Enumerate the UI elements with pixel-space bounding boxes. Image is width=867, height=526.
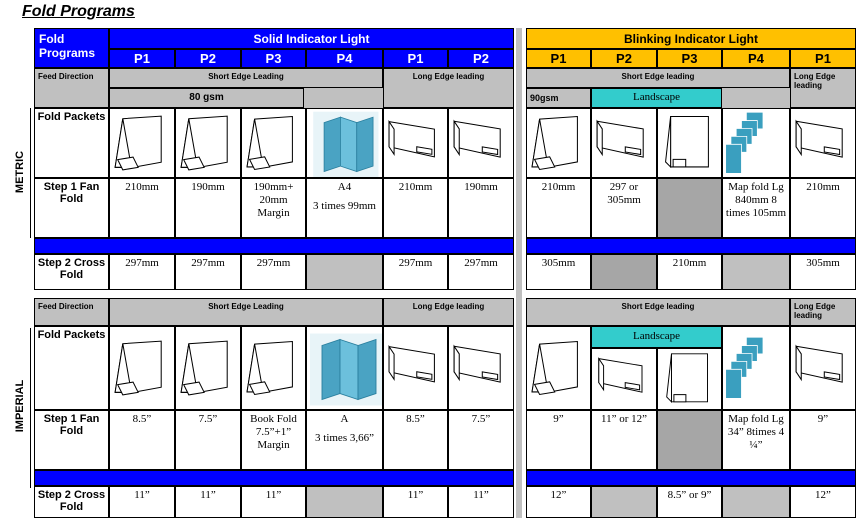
metric-step1-times: 3 times 99mm — [313, 200, 376, 212]
step2-label: Step 2 Cross Fold — [34, 486, 109, 518]
long-edge-label-blink: Long Edge leading — [790, 68, 856, 108]
gsm80-label: 80 gsm — [109, 88, 304, 108]
metric-step1-value: 210mm — [790, 178, 856, 238]
imperial-step1-value: 11” or 12” — [591, 410, 657, 470]
tent-icon — [526, 108, 591, 178]
imperial-step2-value: 11” — [241, 486, 306, 518]
empty-cell — [306, 486, 383, 518]
tent-icon — [241, 326, 306, 410]
fold-packets-label: Fold Packets — [34, 108, 109, 178]
imperial-step1-value: Book Fold 7.5”+1” Margin — [241, 410, 306, 470]
long-edge-label: Long Edge leading — [383, 298, 514, 326]
imperial-step2-value: 8.5” or 9” — [657, 486, 722, 518]
empty-cell — [306, 254, 383, 290]
landscape-label: Landscape — [591, 326, 722, 348]
tent-icon — [241, 108, 306, 178]
metric-step2-value: 297mm — [448, 254, 514, 290]
blue-band — [526, 470, 856, 486]
solid-indicator-header: Solid Indicator Light — [109, 28, 514, 49]
single-icon — [657, 108, 722, 178]
imperial-step2-value: 12” — [526, 486, 591, 518]
zfold-icon — [306, 108, 383, 178]
metric-divider — [30, 108, 31, 238]
metric-step1-value: 190mm — [175, 178, 241, 238]
empty-cell — [722, 486, 790, 518]
imperial-step2-value: 11” — [109, 486, 175, 518]
imperial-step1-times: 3 times 3,66” — [315, 432, 374, 444]
short-edge-label-blink: Short Edge leading — [526, 68, 790, 88]
program-p1: P1 — [383, 49, 448, 68]
gray-fill — [304, 88, 383, 108]
metric-step2-value: 297mm — [241, 254, 306, 290]
program-p2: P2 — [175, 49, 241, 68]
column-separator — [516, 28, 522, 518]
flat-icon — [448, 326, 514, 410]
program-p1: P1 — [109, 49, 175, 68]
imperial-step2-value: 11” — [175, 486, 241, 518]
single-icon — [657, 348, 722, 410]
imperial-step1-value: Map fold Lg 34” 8times 4 ¼” — [722, 410, 790, 470]
metric-step1-value: 190mm+ 20mm Margin — [241, 178, 306, 238]
step1-label: Step 1 Fan Fold — [34, 178, 109, 238]
metric-step2-value: 297mm — [109, 254, 175, 290]
mapfold-icon — [722, 108, 790, 178]
fold-packets-label: Fold Packets — [34, 326, 109, 410]
imperial-step2-value: 11” — [383, 486, 448, 518]
imperial-step1-value: 9” — [526, 410, 591, 470]
metric-step1-a4: A4 — [337, 181, 352, 193]
blink-program-p1: P1 — [526, 49, 591, 68]
metric-step1-value: Map fold Lg 840mm 8 times 105mm — [722, 178, 790, 238]
tent-icon — [175, 108, 241, 178]
imperial-step1-value: 8.5” — [109, 410, 175, 470]
empty-cell — [591, 254, 657, 290]
imperial-step1-value: 8.5” — [383, 410, 448, 470]
landscape-label: Landscape — [591, 88, 722, 108]
short-edge-label: Short Edge Leading — [109, 298, 383, 326]
gsm90-label: 90gsm — [526, 88, 591, 108]
long-edge-label: Long Edge leading — [383, 68, 514, 108]
blink-program-p1: P1 — [790, 49, 856, 68]
program-p3: P3 — [241, 49, 306, 68]
short-edge-label-blink: Short Edge leading — [526, 298, 790, 326]
flat-icon — [591, 348, 657, 410]
flat-icon — [448, 108, 514, 178]
page-title: Fold Programs — [22, 3, 135, 20]
blink-program-p2: P2 — [591, 49, 657, 68]
metric-step1-value — [306, 178, 383, 238]
long-edge-label-blink: Long Edge leading — [790, 298, 856, 326]
flat-icon — [591, 108, 657, 178]
imperial-step1-value — [306, 410, 383, 470]
tent-icon — [109, 108, 175, 178]
metric-label: METRIC — [14, 150, 26, 194]
imperial-step1-value: 9” — [790, 410, 856, 470]
blink-program-p4: P4 — [722, 49, 790, 68]
program-p2: P2 — [448, 49, 514, 68]
metric-step1-value: 297 or 305mm — [591, 178, 657, 238]
step2-label: Step 2 Cross Fold — [34, 254, 109, 290]
tent-icon — [109, 326, 175, 410]
program-p4: P4 — [306, 49, 383, 68]
step1-label: Step 1 Fan Fold — [34, 410, 109, 470]
imperial-divider — [30, 328, 31, 488]
metric-step1-value: 190mm — [448, 178, 514, 238]
gray-fill — [722, 88, 790, 108]
flat-icon — [383, 108, 448, 178]
tent-icon — [175, 326, 241, 410]
mapfold-icon — [722, 326, 790, 410]
imperial-step1-value: 7.5” — [175, 410, 241, 470]
imperial-step2-value: 12” — [790, 486, 856, 518]
fold-programs-header: Fold Programs — [34, 28, 109, 68]
flat-icon — [790, 108, 856, 178]
metric-step2-value: 305mm — [790, 254, 856, 290]
empty-cell — [722, 254, 790, 290]
imperial-label: IMPERIAL — [14, 379, 26, 433]
metric-step2-value: 305mm — [526, 254, 591, 290]
flat-icon — [383, 326, 448, 410]
imperial-step2-value: 11” — [448, 486, 514, 518]
metric-step2-value: 297mm — [383, 254, 448, 290]
blue-band — [526, 238, 856, 254]
feed-direction-label: Feed Direction — [34, 298, 109, 326]
empty-cell — [657, 410, 722, 470]
empty-cell — [657, 178, 722, 238]
metric-step2-value: 297mm — [175, 254, 241, 290]
blue-band — [34, 470, 514, 486]
empty-cell — [591, 486, 657, 518]
feed-direction-label: Feed Direction — [34, 68, 109, 108]
blink-program-p3: P3 — [657, 49, 722, 68]
metric-step1-value: 210mm — [109, 178, 175, 238]
metric-step1-value: 210mm — [383, 178, 448, 238]
imperial-step1-a: A — [340, 413, 349, 425]
tent-icon — [526, 326, 591, 410]
imperial-step1-value: 7.5” — [448, 410, 514, 470]
blue-band — [34, 238, 514, 254]
short-edge-label: Short Edge Leading — [109, 68, 383, 88]
zfold-icon — [306, 326, 383, 410]
blinking-indicator-header: Blinking Indicator Light — [526, 28, 856, 49]
flat-icon — [790, 326, 856, 410]
metric-step2-value: 210mm — [657, 254, 722, 290]
metric-step1-value: 210mm — [526, 178, 591, 238]
